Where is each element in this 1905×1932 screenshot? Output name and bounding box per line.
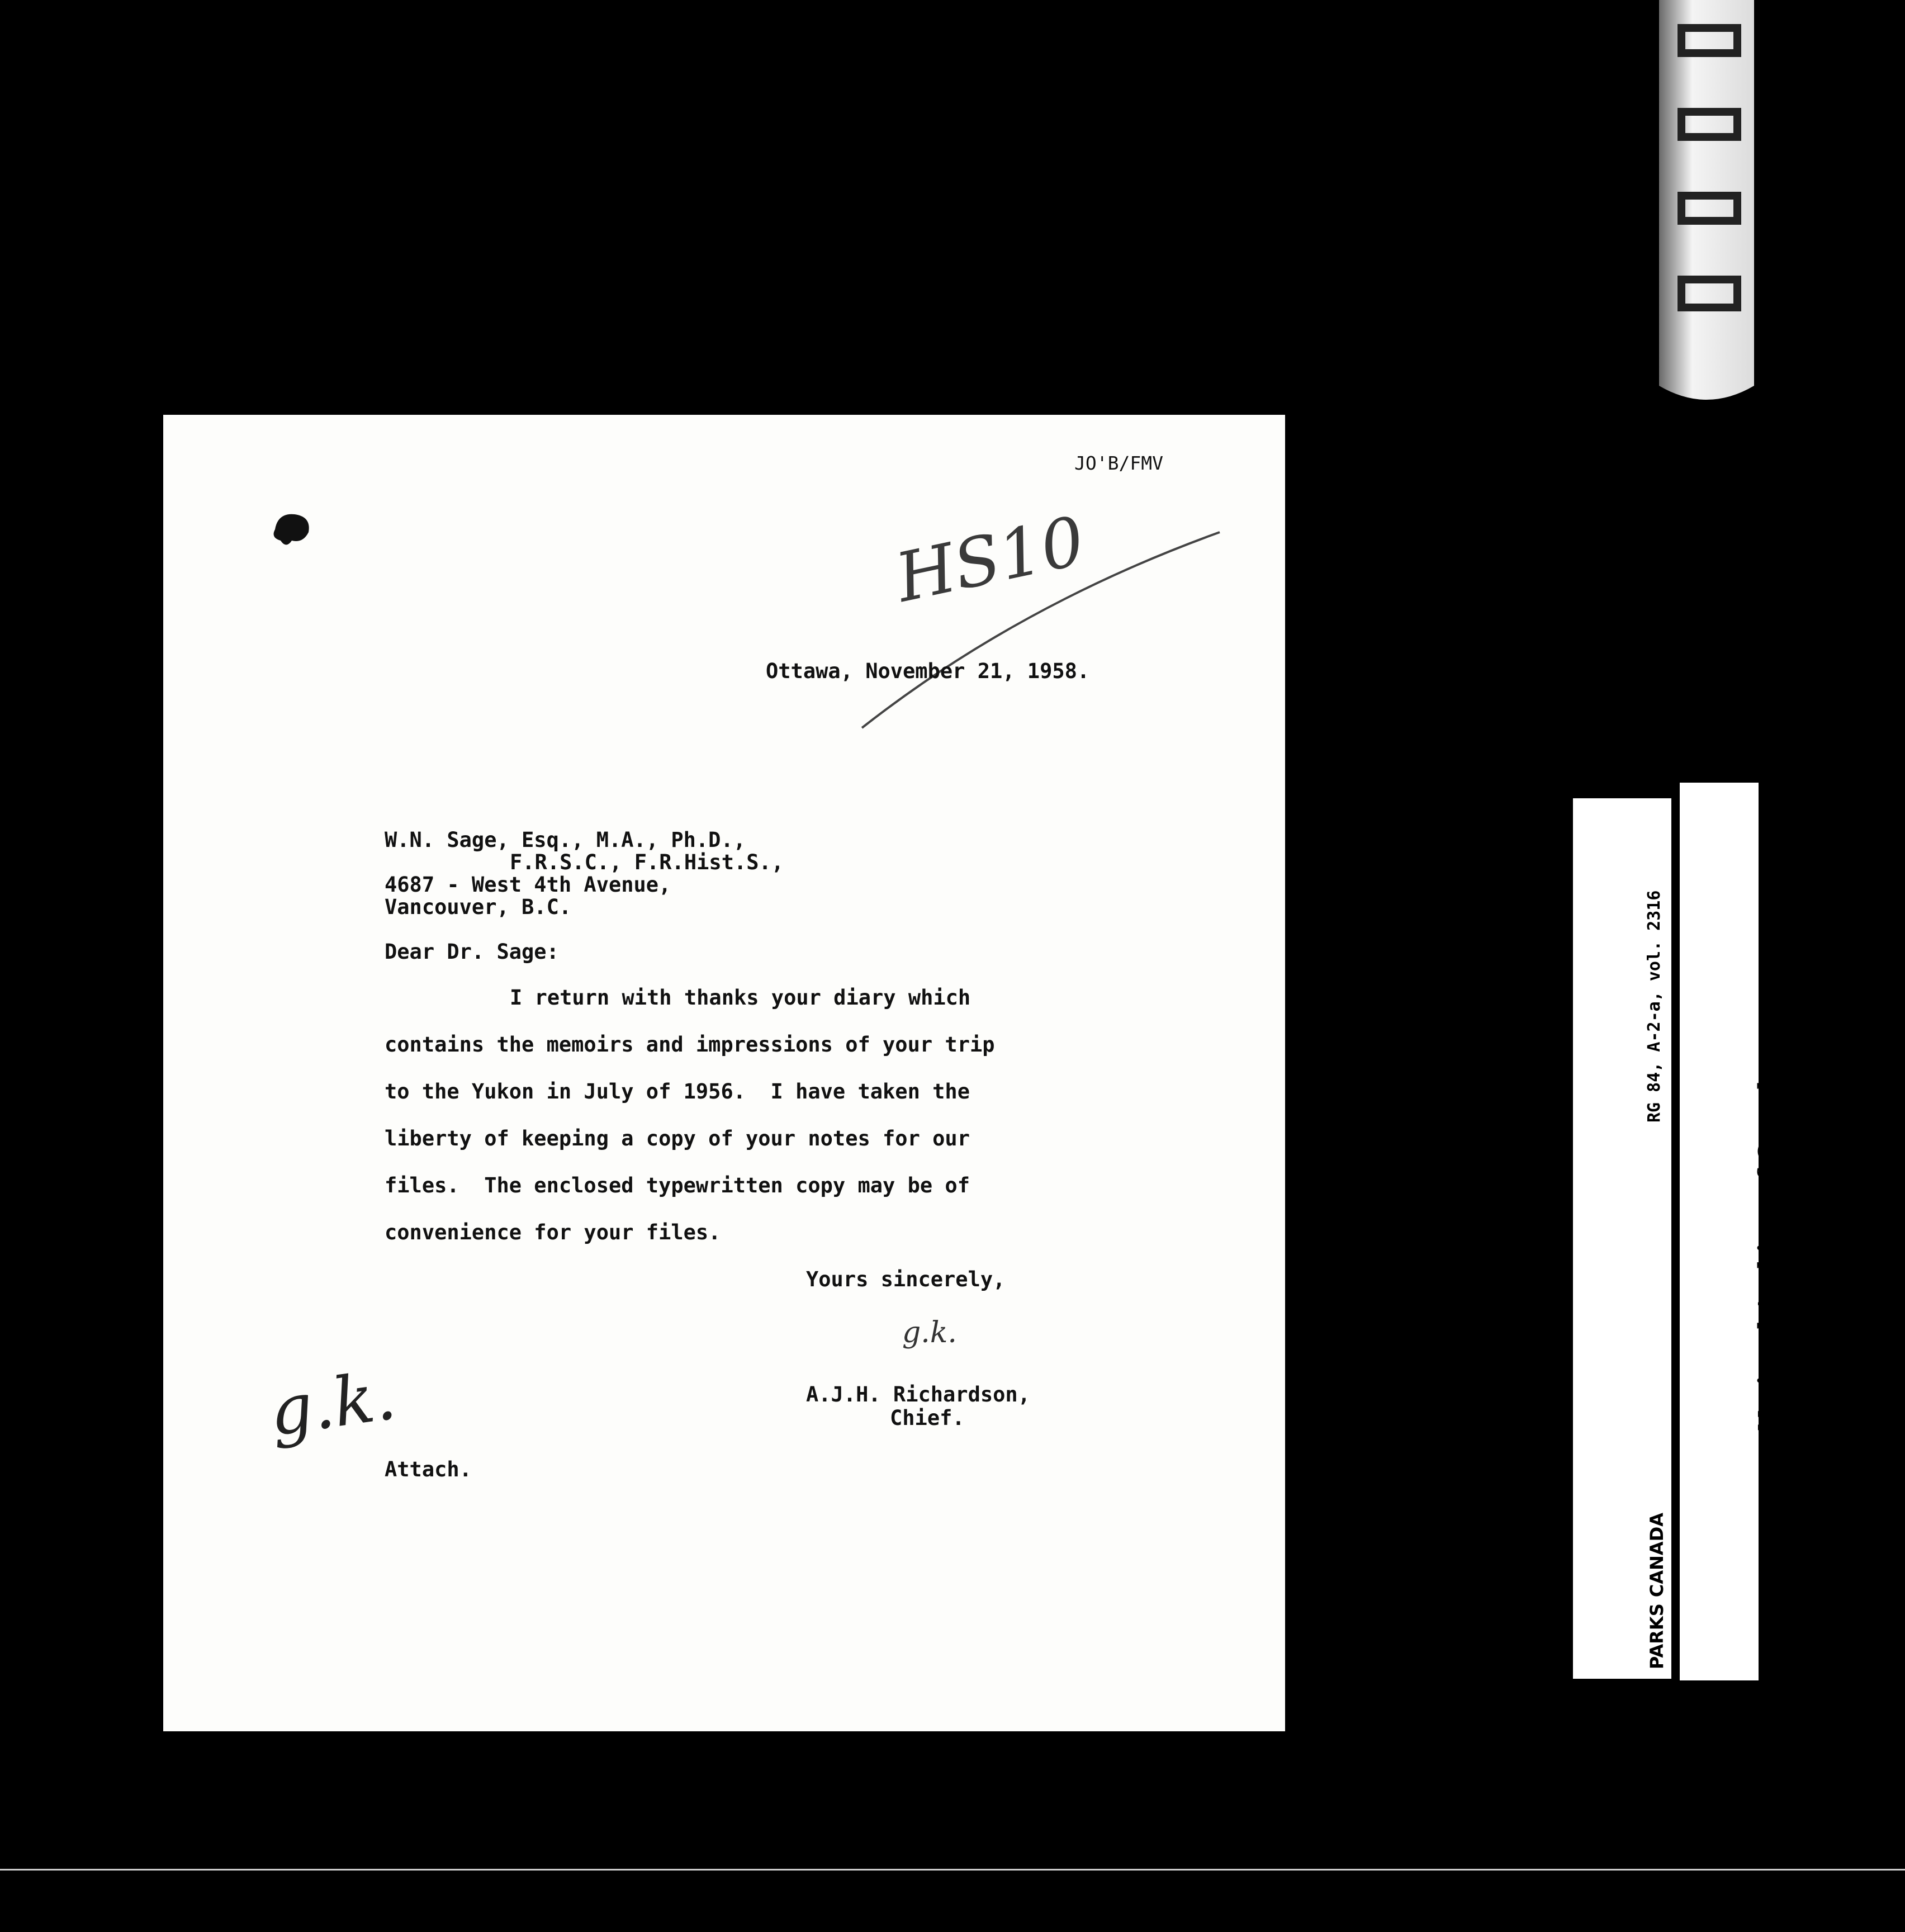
body-line: convenience for your files.	[385, 1220, 721, 1244]
margin-handwritten-initials: g.k.	[264, 1356, 401, 1452]
archives-line: Archives nationales du Canada	[1847, 1035, 1874, 1431]
body-line: files. The enclosed typewritten copy may be of	[385, 1173, 970, 1197]
body-line: contains the memoirs and impressions of your trip	[385, 1033, 995, 1057]
signer-name: A.J.H. Richardson,	[806, 1382, 1030, 1407]
address-line-4: Vancouver, B.C.	[385, 895, 572, 919]
letter-page	[163, 415, 1285, 1731]
pen-stroke-mark	[851, 527, 1231, 739]
film-edge-line	[0, 1869, 1905, 1871]
handwritten-file-mark: HS10	[889, 502, 1092, 618]
body-line: I return with thanks your diary which	[510, 986, 971, 1010]
agency-line: PARKS CANADA	[1646, 1512, 1667, 1669]
archive-reference-line: RG 84, A-2-a, vol. 2316	[1645, 890, 1664, 1123]
address-line-1: W.N. Sage, Esq., M.A., Ph.D.,	[385, 828, 746, 852]
archive-reference-line: pt 16	[1779, 1072, 1798, 1123]
salutation: Dear Dr. Sage:	[385, 940, 559, 964]
dateline: Ottawa, November 21, 1958.	[766, 659, 1090, 683]
reference-code: JO'B/FMV	[1074, 452, 1163, 474]
enclosure-note: Attach.	[385, 1457, 472, 1481]
address-line-3: 4687 - West 4th Avenue,	[385, 873, 671, 897]
archives-line: National Archives of Canada	[1754, 1066, 1780, 1431]
body-line: liberty of keeping a copy of your notes for our	[385, 1126, 970, 1150]
handwritten-initials: g.k.	[902, 1316, 957, 1349]
national-archives-block	[1689, 1035, 1905, 1431]
ink-blot-mark	[269, 510, 314, 549]
frame-counter-strip	[1659, 0, 1754, 402]
body-line: to the Yukon in July of 1956. I have taken the	[385, 1079, 970, 1104]
closing: Yours sincerely,	[806, 1267, 1006, 1291]
address-line-2: F.R.S.C., F.R.Hist.S.,	[510, 850, 784, 874]
signer-title: Chief.	[890, 1406, 965, 1430]
